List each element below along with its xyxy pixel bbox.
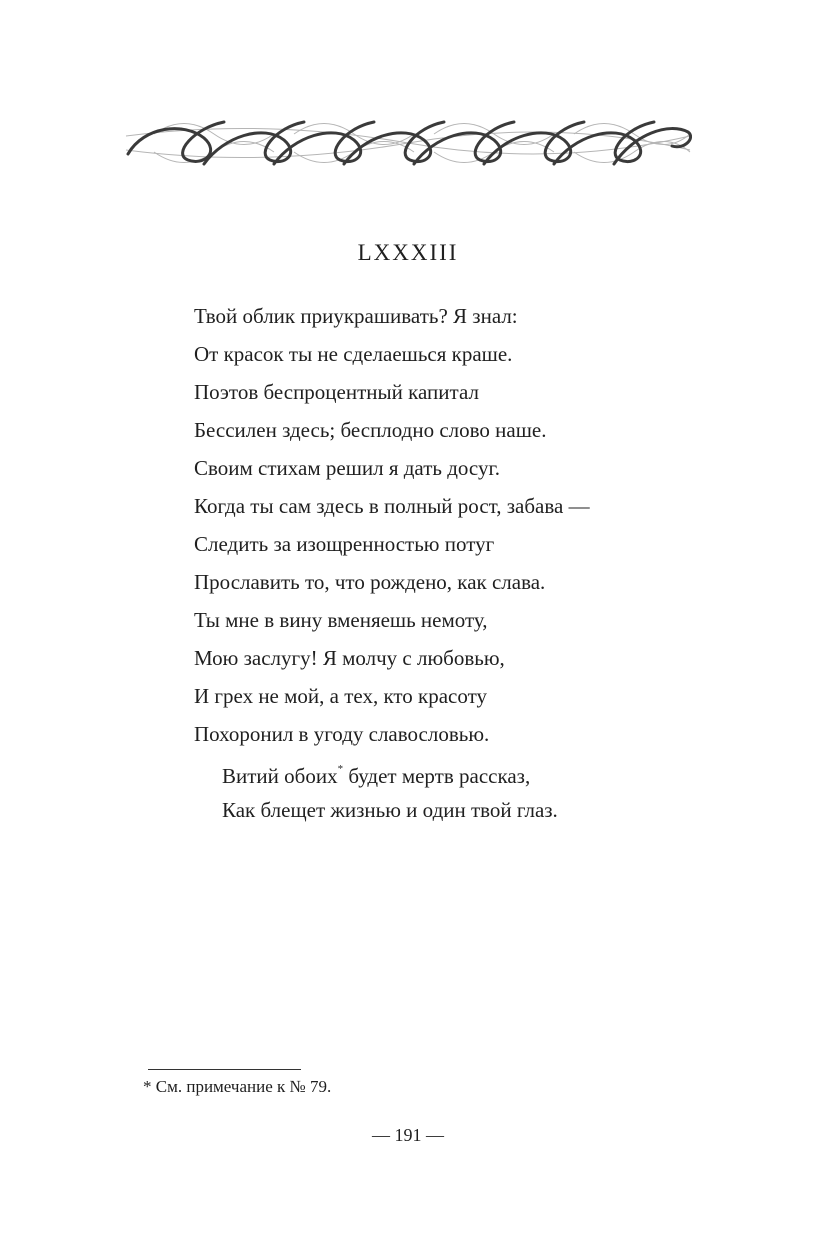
poem-line: Бессилен здесь; бесплодно слово наше. [194, 418, 547, 442]
poem-line: И грех не мой, а тех, кто красоту [194, 684, 487, 708]
poem-line: Мою заслугу! Я молчу с любовью, [194, 646, 505, 670]
footnote-text: * См. примечание к № 79. [143, 1077, 332, 1096]
poem-body [194, 297, 714, 829]
footnote-marker[interactable]: * [337, 763, 344, 775]
poem-line: Когда ты сам здесь в полный рост, забава — [194, 494, 590, 518]
couplet-line [194, 753, 714, 791]
poem-line: От красок ты не сделаешься краше. [194, 342, 513, 366]
footnote-divider [148, 1069, 301, 1070]
poem-title: LXXXIII [357, 240, 459, 265]
poem-line: Ты мне в вину вменяешь немоту, [194, 608, 488, 632]
decorative-scroll-divider-icon [124, 116, 692, 170]
page-number: — 191 — [372, 1125, 444, 1145]
poem-line: Похоронил в угоду славословью. [194, 722, 490, 746]
poem-line: Прославить то, что рождено, как слава. [194, 570, 546, 594]
poem-line: Следить за изощренностью потуг [194, 532, 495, 556]
couplet-text: Витий обоих [222, 764, 338, 788]
poem-line: Твой облик приукрашивать? Я знал: [194, 304, 518, 328]
poem-line: Поэтов беспроцентный капитал [194, 380, 479, 404]
poem-line: Своим стихам решил я дать досуг. [194, 456, 500, 480]
couplet-line: Как блещет жизнью и один твой глаз. [222, 798, 558, 822]
couplet-text: будет мертв рассказ, [343, 764, 531, 788]
